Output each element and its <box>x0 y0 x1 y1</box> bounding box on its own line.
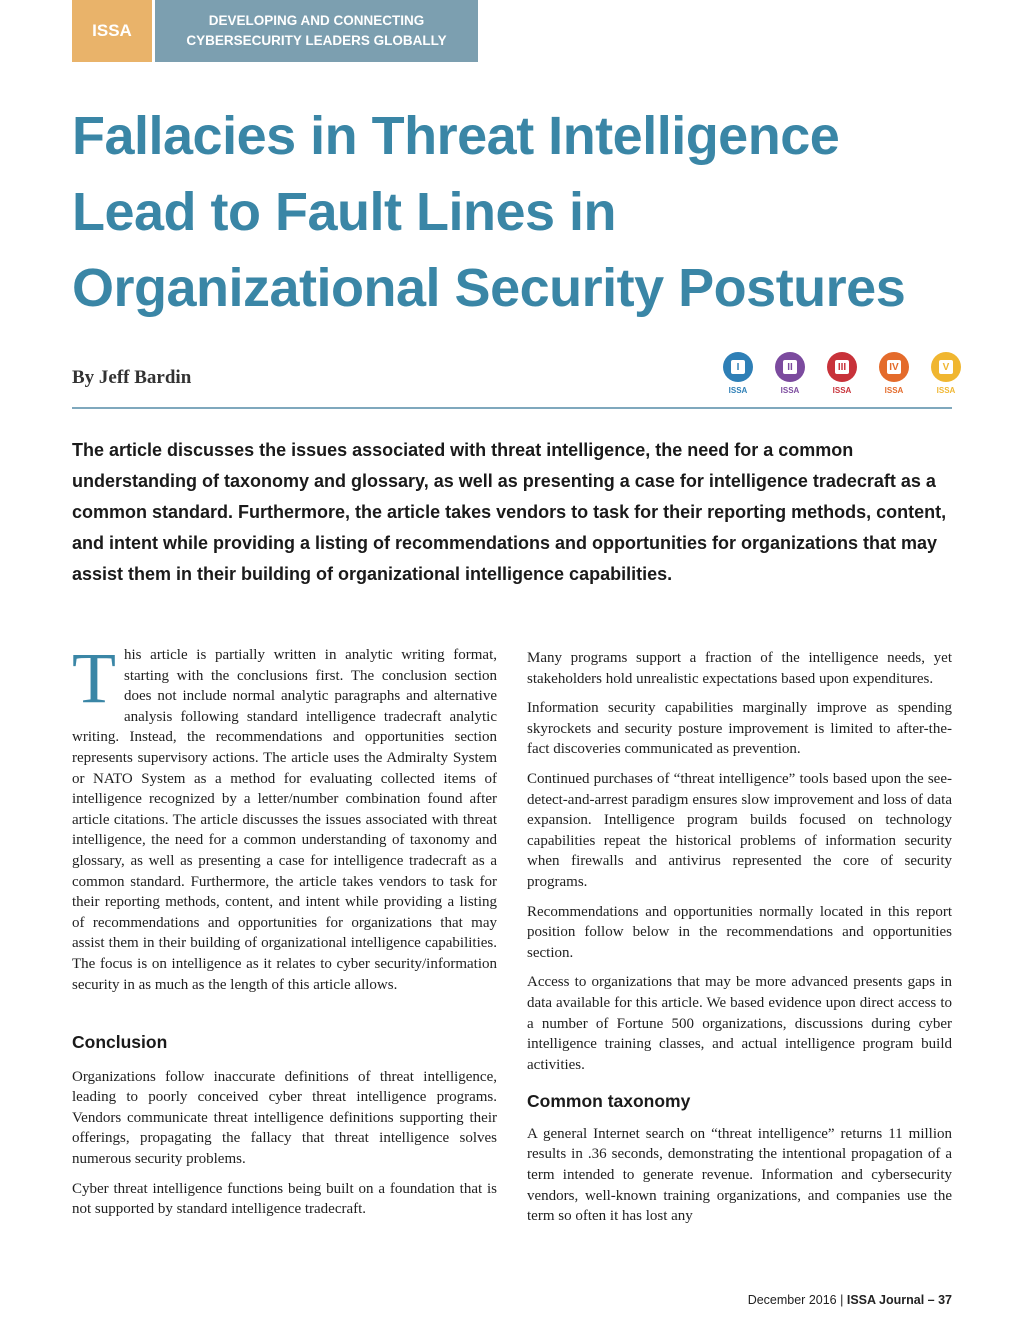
badge-senior <box>876 352 912 395</box>
issue-date: December 2016 <box>747 1293 837 1307</box>
lock-icon: II <box>775 352 805 382</box>
paragraph: Information security capabilities marginally improve as spending skyrockets and security posture improvement is limited to after-the-fact discoveries communicated as prevention. <box>527 700 952 758</box>
lock-icon: IV <box>879 352 909 382</box>
badge-label: ISSA <box>936 386 956 395</box>
byline: By Jeff Bardin <box>72 367 192 388</box>
paragraph: Organizations follow inaccurate definitions of threat intelligence, leading to poorly conceived cyber threat intelligence programs. Vendors communicate threat intelligence definitions supporting their offerings, propagating the fallacy that threat intelligence solves numerous security problems. <box>72 1068 497 1168</box>
lock-icon: I <box>723 352 753 382</box>
journal-page: ISSA Journal – 37 <box>846 1293 952 1307</box>
article-title: Fallacies in Threat Intelligence Lead to Fault Lines in Organizational Security Postures <box>72 106 906 318</box>
career-level-badges <box>720 352 964 395</box>
tagline-line-2: CYBERSECURITY LEADERS GLOBALLY <box>186 33 447 48</box>
right-column <box>527 648 952 1236</box>
paragraph: Access to organizations that may be more advanced presents gaps in data available for this article. We based evidence upon direct access to a number of Fortune 500 organizations, discussions during cyber intelligence training classes, and actual intelligence program build activities. <box>527 974 952 1073</box>
lock-icon: V <box>931 352 961 382</box>
footer-divider: | <box>840 1293 844 1307</box>
badge-pre-professional <box>720 352 756 395</box>
page-footer <box>748 1293 952 1307</box>
divider-rule <box>72 407 952 409</box>
section-heading-conclusion: Conclusion <box>72 1032 168 1053</box>
issa-tag: ISSA <box>72 0 152 62</box>
header-banner <box>72 0 478 62</box>
drop-cap: T <box>72 638 116 718</box>
left-column <box>72 638 497 1229</box>
badge-label: ISSA <box>832 386 852 395</box>
paragraph: Recommendations and opportunities normally located in this report position follow below in the recommendations and opportunities section. <box>527 903 952 961</box>
section-heading-common-taxonomy: Common taxonomy <box>527 1091 691 1112</box>
article-abstract: The article discusses the issues associated with threat intelligence, the need for a common understanding of taxonomy and glossary, as well as presenting a case for intelligence tradecraft as a common standard. Furthermore, the article takes vendors to task for their reporting methods, content, and intent while providing a listing of recommendations and opportunities for organizations that may assist them in their building of organizational intelligence capabilities. <box>72 440 947 584</box>
badge-entry-level <box>772 352 808 395</box>
banner-tagline <box>155 0 478 62</box>
badge-mid-career <box>824 352 860 395</box>
badge-label: ISSA <box>780 386 800 395</box>
intro-text: his article is partially written in analytic writing format, starting with the conclusions first. The conclusion section does not include normal analytic paragraphs and alternative analysis following standard intelligence tradecraft analytic writing. Instead, the recommendations and opportunities section represents supervisory actions. The article uses the Admiralty System or NATO System as a method for evaluating collected items of intelligence recognized by a letter/number combination found after article citations. The article discusses the issues associated with threat intelligence, the need for a common understanding of taxonomy and glossary, as well as presenting a case for intelligence tradecraft as a common standard. Furthermore, the article takes vendors to task for their reporting methods, content, and intent while providing a listing of recommendations and opportunities for organizations that may assist them in their building of organizational intelligence capabilities. The focus is on intelligence as it relates to cyber security/information security in as much as the length of this article allows. <box>72 647 497 993</box>
paragraph: Cyber threat intelligence functions being built on a foundation that is not supported by standard intelligence tradecraft. <box>72 1180 497 1218</box>
badge-label: ISSA <box>728 386 748 395</box>
paragraph: Continued purchases of “threat intelligence” tools based upon the see-detect-and-arrest paradigm ensures slow improvement and loss of data expansion. Intelligence program builds focused on technology capabilities repeat the historical problems of information security when firewalls and antivirus represented the core of security programs. <box>527 770 952 890</box>
badge-executive <box>928 352 964 395</box>
tagline-line-1: DEVELOPING AND CONNECTING <box>208 13 425 28</box>
intro-paragraph <box>72 638 497 995</box>
paragraph: Many programs support a fraction of the intelligence needs, yet stakeholders hold unrealistic expectations based upon expenditures. <box>527 650 952 687</box>
paragraph: A general Internet search on “threat intelligence” returns 11 million results in .36 seconds, demonstrating the intentional propagation of a term intended to generate revenue. Information and cybersecurity vendors, well-known training organizations, and companies use the term so often it has lost any <box>527 1125 952 1225</box>
badge-label: ISSA <box>884 386 904 395</box>
lock-icon: III <box>827 352 857 382</box>
